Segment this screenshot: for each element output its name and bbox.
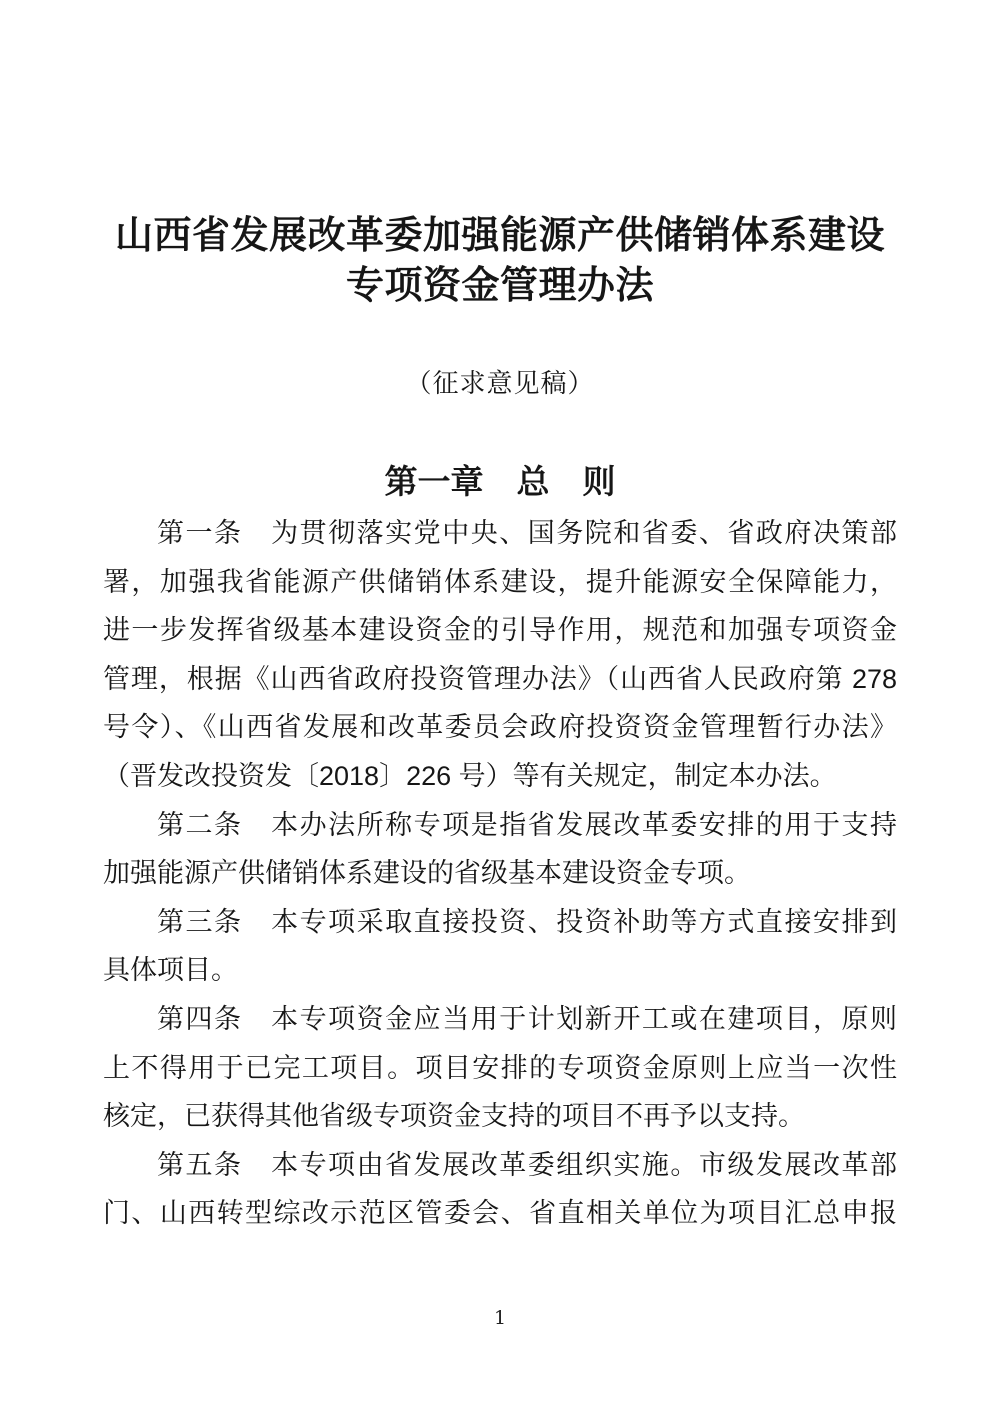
text-line: 署，加强我省能源产供储销体系建设，提升能源安全保障能力， — [103, 566, 897, 597]
text-line: 第三条 本专项采取直接投资、投资补助等方式直接安排到 — [157, 906, 897, 937]
document-body — [103, 509, 897, 1238]
draft-note: （征求意见稿） — [405, 369, 595, 399]
paragraph — [103, 898, 897, 995]
text-line: 第二条 本办法所称专项是指省发展改革委安排的用于支持 — [157, 809, 897, 840]
document-title-line-2: 专项资金管理办法 — [345, 265, 654, 307]
paragraph — [103, 1141, 897, 1238]
document-title-line-1: 山西省发展改革委加强能源产供储销体系建设 — [114, 215, 885, 257]
text-line: 号令）、《山西省发展和改革委员会政府投资资金管理暂行办法》 — [103, 712, 897, 743]
text-line: 加强能源产供储销体系建设的省级基本建设资金专项。 — [103, 858, 751, 889]
chapter-heading: 第一章 总 则 — [384, 463, 616, 500]
paragraph — [103, 995, 897, 1141]
document-title — [103, 0, 897, 311]
text-line: 第五条 本专项由省发展改革委组织实施。市级发展改革部 — [157, 1149, 897, 1180]
text-line: 进一步发挥省级基本建设资金的引导作用，规范和加强专项资金 — [103, 615, 897, 646]
text-line: 上不得用于已完工项目。项目安排的专项资金原则上应当一次性 — [103, 1052, 897, 1083]
page-number: 1 — [493, 1307, 507, 1329]
paragraph — [103, 509, 897, 801]
text-line: 具体项目。 — [103, 955, 238, 986]
text-line: 管理，根据《山西省政府投资管理办法》（山西省人民政府第 278 — [103, 663, 897, 694]
text-line: 第一条 为贯彻落实党中央、国务院和省委、省政府决策部 — [157, 518, 897, 548]
paragraph — [103, 801, 897, 898]
text-line: 门、山西转型综改示范区管委会、省直相关单位为项目汇总申报 — [103, 1198, 897, 1229]
text-line: 核定，已获得其他省级专项资金支持的项目不再予以支持。 — [103, 1101, 805, 1132]
text-line: （晋发改投资发〔2018〕226 号）等有关规定，制定本办法。 — [103, 760, 837, 791]
text-line: 第四条 本专项资金应当用于计划新开工或在建项目，原则 — [157, 1003, 897, 1034]
